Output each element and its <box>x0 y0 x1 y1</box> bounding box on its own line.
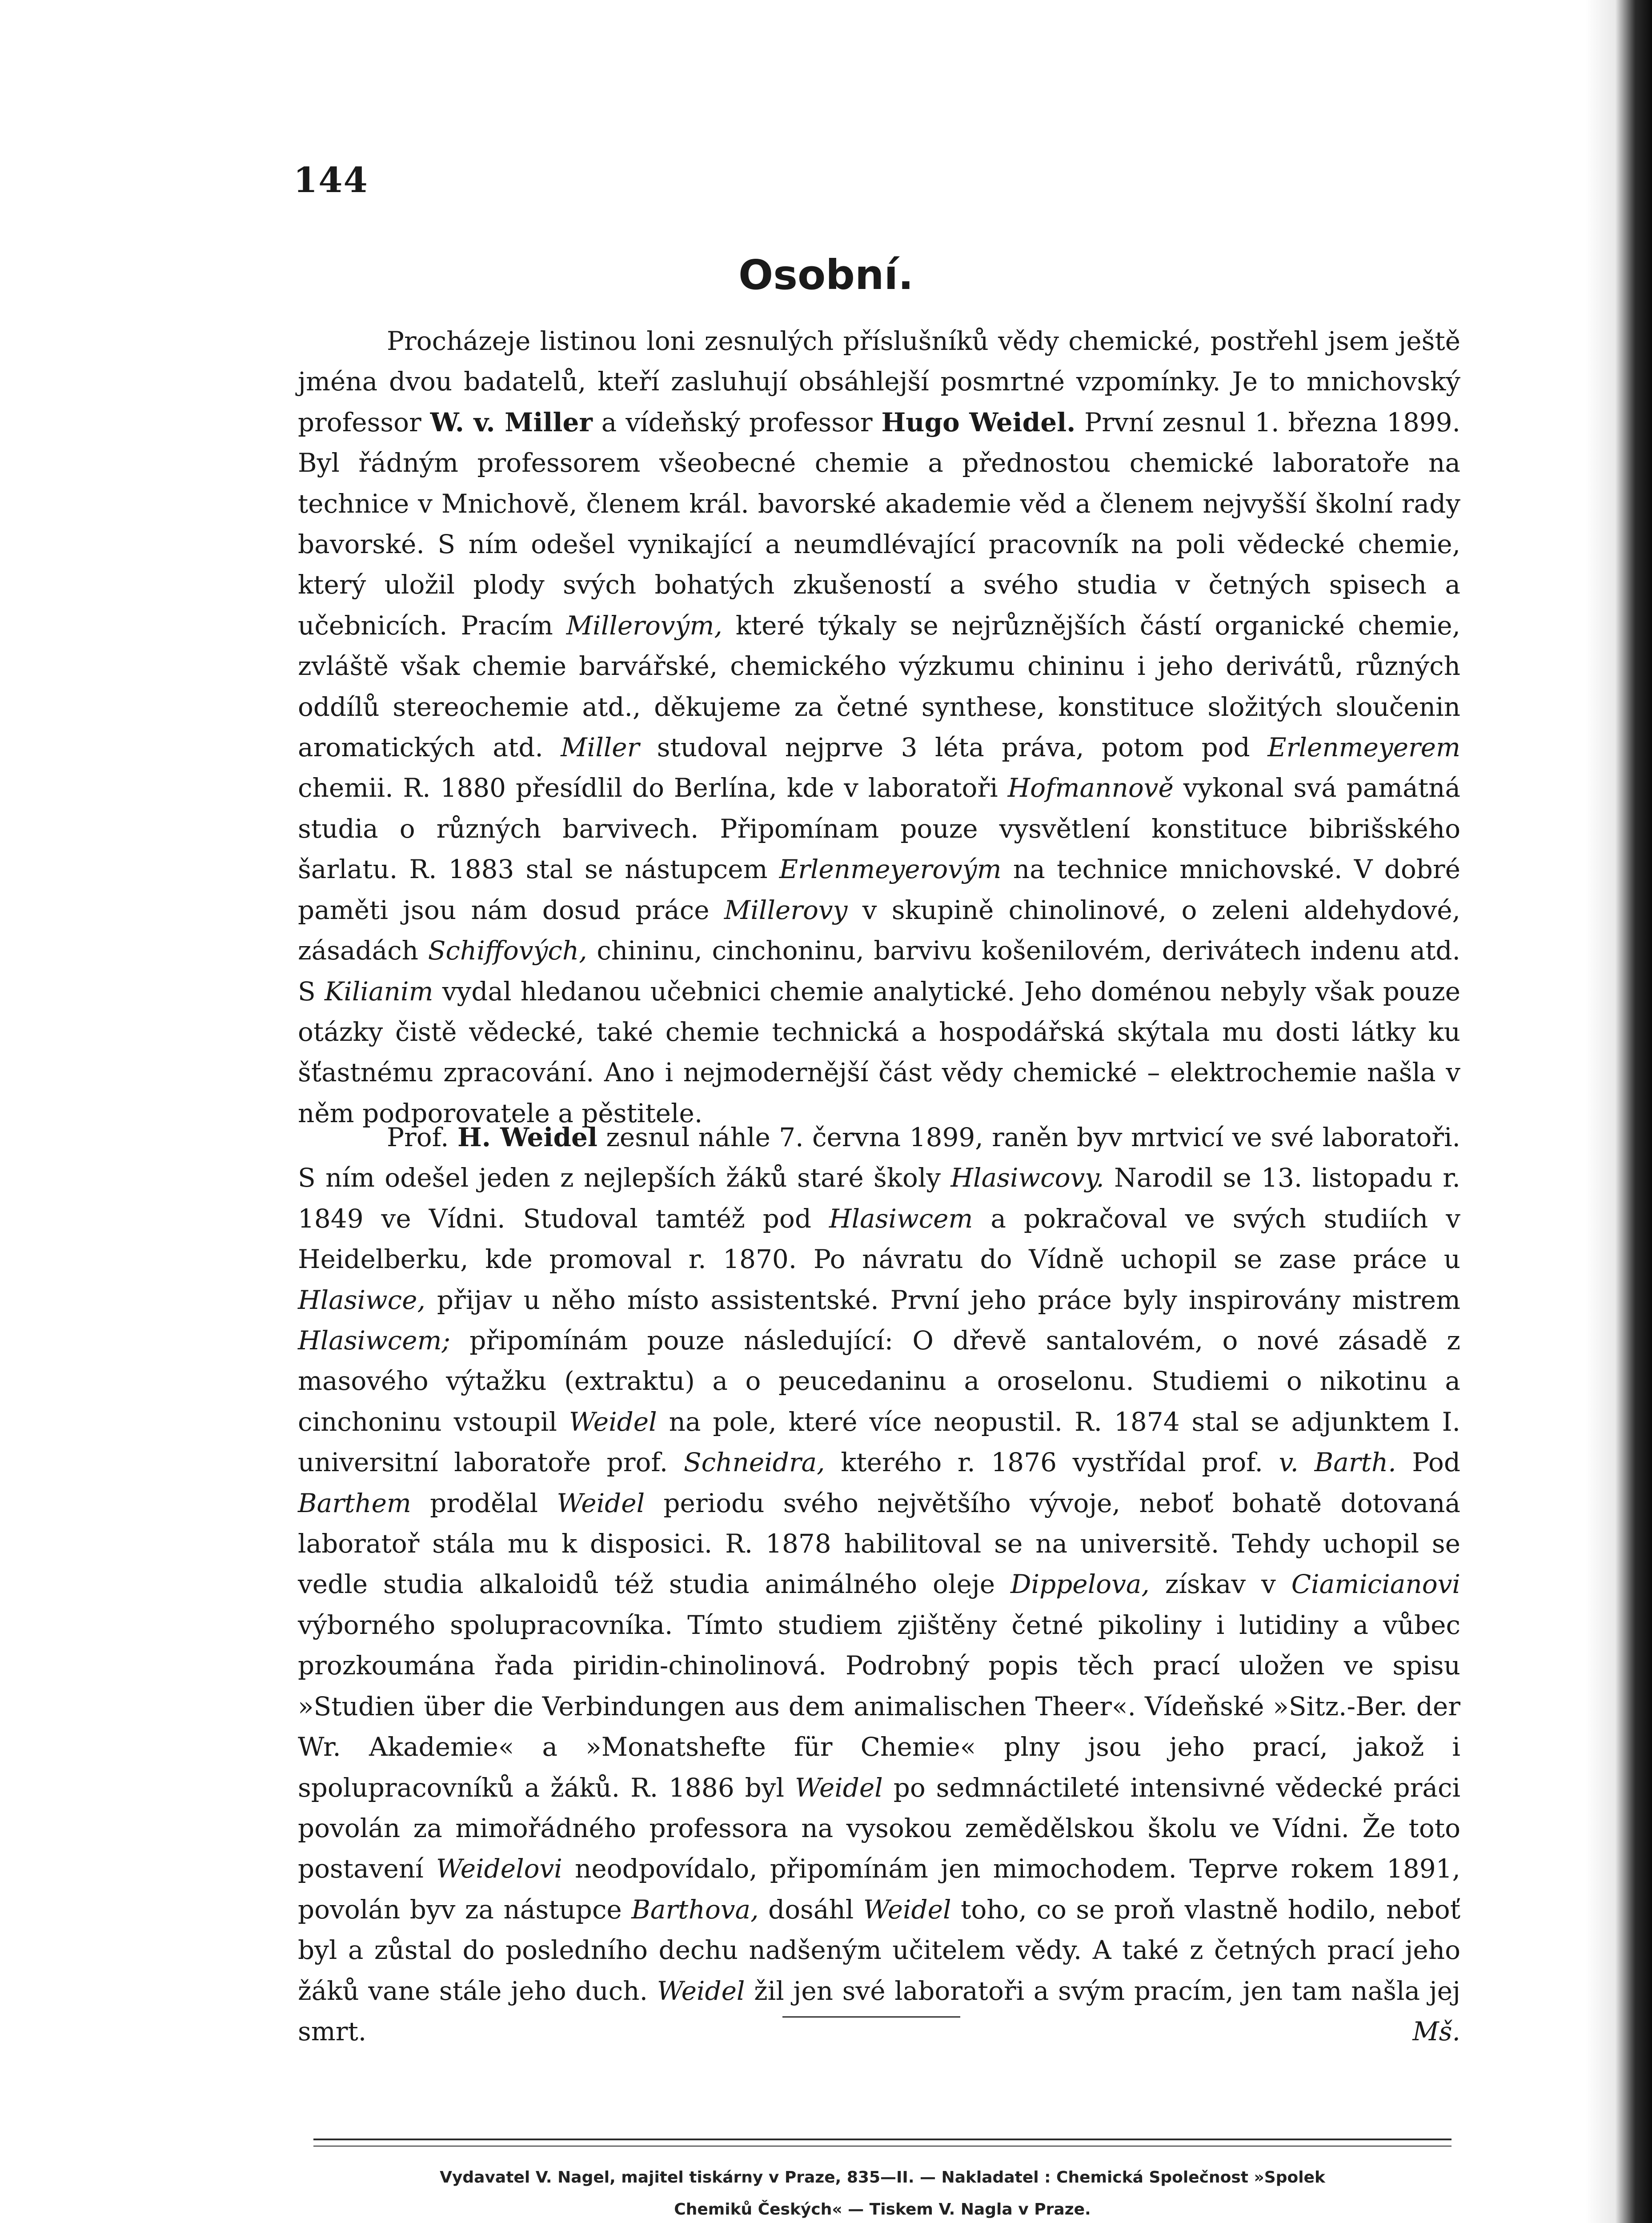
italic-name: Ciamicianovi <box>1291 1569 1460 1600</box>
italic-name: Hlasiwcovy. <box>950 1163 1104 1193</box>
text-run: dosáhl <box>758 1894 863 1925</box>
text-run: kterého r. 1876 vystřídal prof. <box>825 1447 1279 1478</box>
footer-rule <box>313 2146 1452 2147</box>
italic-name: Weidel <box>795 1772 883 1803</box>
italic-name: v. Barth. <box>1279 1447 1396 1478</box>
italic-name: Weidelovi <box>436 1854 562 1884</box>
text-run: přijav u něho místo assistentské. První jeho práce byly inspirovány mistrem <box>425 1284 1460 1315</box>
text-run: toho, co se proň vlastně hodilo, neboť byl a zůstal do posledního dechu nadšeným učitelem vědy. A také z četných prací jeho žáků vane stále jeho duch. <box>298 1894 1461 2006</box>
italic-name: Erlenmeyerem <box>1267 732 1461 763</box>
italic-name: Schiffových, <box>428 935 587 966</box>
text-run: a vídeňský professor <box>592 407 882 437</box>
text-run: připomínám pouze následující: O dřevě santalovém, o nové zásadě z masového výtažku (extraktu) a o peucedaninu a oroselonu. Studiemi o nikotinu a cinchoninu vstoupil <box>298 1325 1460 1437</box>
italic-name: Hlasiwcem <box>829 1203 973 1234</box>
text-run: Prof. <box>387 1122 457 1152</box>
italic-name: Erlenmeyerovým <box>779 854 1002 885</box>
page-number: 144 <box>293 160 369 201</box>
italic-name: Miller <box>561 732 640 763</box>
paragraph-text <box>298 1117 1460 2052</box>
italic-name: Dippelova, <box>1010 1569 1150 1600</box>
text-run: Narodil se 13. listopadu r. 1849 ve Vídni. Studoval tamtéž pod <box>298 1163 1460 1234</box>
text-run: periodu svého největšího vývoje, neboť bohatě dotovaná laboratoř stála mu k disposici. R. 1878 habilitoval se na universitě. Tehdy uchopil se vedle studia alkaloidů též studia animálného oleje <box>298 1488 1461 1600</box>
text-run: a pokračoval ve svých studiích v Heidelberku, kde promoval r. 1870. Po návratu do Vídně uchopil se zase práce u <box>298 1203 1460 1275</box>
imprint-line: Vydavatel V. Nagel, majitel tiskárny v Praze, 835—II. — Nakladatel : Chemická Společnost »Spolek <box>440 2168 1325 2187</box>
text-run: První zesnul 1. března 1899. Byl řádným professorem všeobecné chemie a přednostou chemické laboratoře na technice v Mnichově, členem král. bavorské akademie věd a členem nejvyšší školní rady bavorské. S ním odešel vynikající a neumdlévající pracovník na poli vědecké chemie, který uložil plody svých bohatých zkušeností a svého studia v četných spisech a učebnicích. Pracím <box>298 407 1460 641</box>
text-run: získav v <box>1149 1569 1291 1600</box>
person-name-miller: W. v. Miller <box>430 407 593 437</box>
text-run: prodělal <box>411 1488 557 1518</box>
italic-name: Barthem <box>298 1488 411 1518</box>
text-run: po sedmnáctileté intensivné vědecké práci povolán za mimořádného professora na vysokou zemědělskou školu ve Vídni. Že toto postavení <box>298 1772 1460 1884</box>
italic-name: Barthova, <box>631 1894 759 1925</box>
italic-name: Weidel <box>657 1975 745 2006</box>
scan-edge <box>1585 0 1652 2223</box>
text-run: studoval nejprve 3 léta práva, potom pod <box>639 732 1268 763</box>
article-separator <box>782 2016 960 2018</box>
article-paragraph-miller <box>298 321 1460 1134</box>
text-run: vykonal svá památná studia o různých barvivech. Připomínam pouze vysvětlení konstituce bibrišského šarlatu. R. 1883 stal se nástupcem <box>298 773 1460 885</box>
italic-name: Hlasiwcem; <box>298 1325 451 1356</box>
text-run: Procházeje listinou loni zesnulých příslušníků vědy chemické, postřehl jsem ještě jména dvou badatelů, kteří zasluhují obsáhlejší posmrtné vzpomínky. Je to mnichovský professor <box>298 326 1460 437</box>
text-run: chininu, cinchoninu, barvivu košenilovém, derivátech indenu atd. S <box>298 935 1460 1007</box>
text-run: výborného spolupracovníka. Tímto studiem zjištěny četné pikoliny i lutidiny a vůbec prozkoumána řada piridin-chinolinová. Podrobný popis těch prací uložen ve spisu »Studien über die Verbindungen aus dem animalischen Theer«. Vídeňské »Sitz.-Ber. der Wr. Akademie« a »Monatshefte für Chemie« plny jsou jeho prací, jakož i spolupracovníků a žáků. R. 1886 byl <box>298 1609 1460 1803</box>
publisher-imprint <box>313 2162 1452 2223</box>
italic-name: Kilianim <box>325 976 433 1007</box>
imprint-line: Chemiků Českých« — Tiskem V. Nagla v Praze. <box>674 2200 1091 2219</box>
article-paragraph-weidel <box>298 1117 1460 2052</box>
italic-name: Hlasiwce, <box>298 1284 425 1315</box>
text-run: žil jen své laboratoři a svým pracím, jen tam našla jej smrt. <box>298 1975 1460 2046</box>
italic-name: Millerovy <box>724 895 848 925</box>
author-signature: Mš. <box>1412 2016 1460 2046</box>
page-title: Osobní. <box>738 251 914 299</box>
italic-name: Millerovým, <box>566 610 722 641</box>
text-run: chemii. R. 1880 přesídlil do Berlína, kde v laboratoři <box>298 773 1008 803</box>
italic-name: Weidel <box>557 1488 645 1518</box>
paragraph-text <box>298 321 1460 1134</box>
text-run: které týkaly se nejrůznějších částí organické chemie, zvláště však chemie barvářské, chemického výzkumu chininu i jeho derivátů, různých oddílů stereochemie atd., děkujeme za četné synthese, konstituce složitých sloučenin aromatických atd. <box>298 610 1460 763</box>
person-name-weidel: H. Weidel <box>457 1122 597 1152</box>
person-name-weidel: Hugo Weidel. <box>881 407 1076 437</box>
text-run: vydal hledanou učebnici chemie analytické. Jeho doménou nebyly však pouze otázky čistě vědecké, také chemie technická a hospodářská skýtala mu dosti látky ku šťastnému zpracování. Ano i nejmodernější část vědy chemické – elektrochemie našla v něm podporovatele a pěstitele. <box>298 976 1460 1128</box>
italic-name: Weidel <box>569 1406 657 1437</box>
text-run: v skupině chinolinové, o zeleni aldehydové, zásadách <box>298 895 1460 966</box>
text-run: neodpovídalo, připomínám jen mimochodem. Teprve rokem 1891, povolán byv za nástupce <box>298 1854 1460 1925</box>
italic-name: Schneidra, <box>683 1447 825 1478</box>
text-run: na pole, které více neopustil. R. 1874 stal se adjunktem I. universitní laboratoře prof. <box>298 1406 1460 1478</box>
text-run: Pod <box>1396 1447 1460 1478</box>
footer-rule <box>313 2139 1452 2140</box>
italic-name: Hofmannově <box>1007 773 1174 803</box>
text-run: na technice mnichovské. V dobré paměti jsou nám dosud práce <box>298 854 1460 925</box>
text-run: zesnul náhle 7. června 1899, raněn byv mrtvicí ve své laboratoři. S ním odešel jeden z nejlepších žáků staré školy <box>298 1122 1460 1193</box>
italic-name: Weidel <box>863 1894 951 1925</box>
